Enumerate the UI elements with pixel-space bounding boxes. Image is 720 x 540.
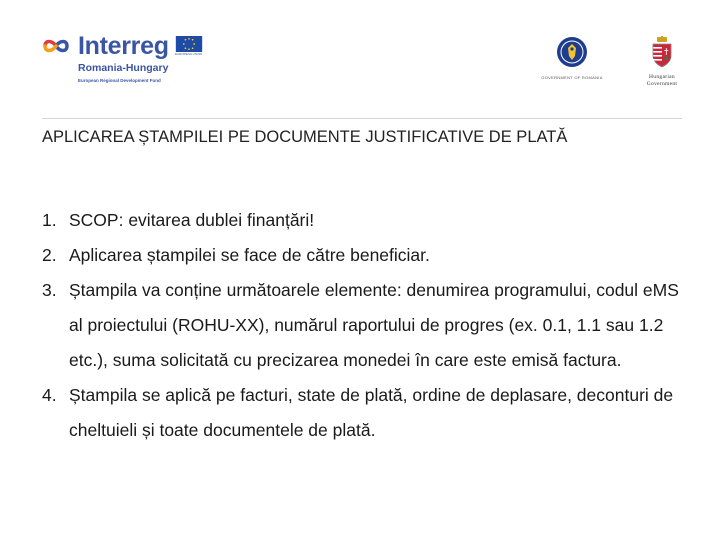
list-item bbox=[42, 273, 692, 378]
numbered-list bbox=[42, 203, 692, 448]
header-divider bbox=[42, 118, 682, 119]
list-item bbox=[42, 203, 692, 238]
page-title: APLICAREA ȘTAMPILEI PE DOCUMENTE JUSTIFICATIVE DE PLATĂ bbox=[42, 128, 568, 146]
list-item-text: Ștampila va conține următoarele elemente: denumirea programului, codul eMS al proiectului (ROHU-XX), numărul raportului de progres (ex. 0.1, 1.1 sau 1.2 etc.), suma solicitată cu precizarea monedei în care este emisă factura. bbox=[69, 280, 679, 370]
eu-flag-caption: EUROPEAN UNION bbox=[175, 52, 203, 56]
list-item-number: 2. bbox=[42, 245, 57, 265]
interreg-wordmark: Interreg bbox=[78, 32, 169, 60]
list-item-number: 3. bbox=[42, 280, 57, 300]
header bbox=[0, 0, 720, 100]
hungary-coat-of-arms-icon bbox=[651, 36, 673, 68]
list-item-number: 4. bbox=[42, 385, 57, 405]
romania-government-logo bbox=[538, 36, 606, 80]
interreg-logo-icon bbox=[42, 35, 74, 57]
interreg-subtitle: Romania-Hungary bbox=[78, 62, 169, 74]
list-item-text: SCOP: evitarea dublei finanțări! bbox=[69, 210, 315, 230]
list-item bbox=[42, 238, 692, 273]
eu-flag bbox=[175, 36, 203, 56]
hungary-government-logo bbox=[638, 36, 686, 87]
eu-flag-icon bbox=[175, 36, 203, 52]
list-item-text: Aplicarea ștampilei se face de către beneficiar. bbox=[69, 245, 430, 265]
hungary-caption-line1: Hungarian bbox=[649, 74, 675, 80]
list-item-text: Ștampila se aplică pe facturi, state de plată, ordine de deplasare, deconturi de cheltuieli și toate documentele de plată. bbox=[69, 385, 674, 440]
list-item bbox=[42, 378, 692, 448]
romania-coat-of-arms-icon bbox=[556, 36, 588, 68]
interreg-fund-line: European Regional Development Fund bbox=[78, 78, 161, 83]
interreg-logo bbox=[42, 32, 232, 92]
romania-caption: GOVERNMENT OF ROMANIA bbox=[541, 75, 603, 80]
hungary-caption-line2: Government bbox=[646, 81, 678, 87]
list-item-number: 1. bbox=[42, 210, 57, 230]
